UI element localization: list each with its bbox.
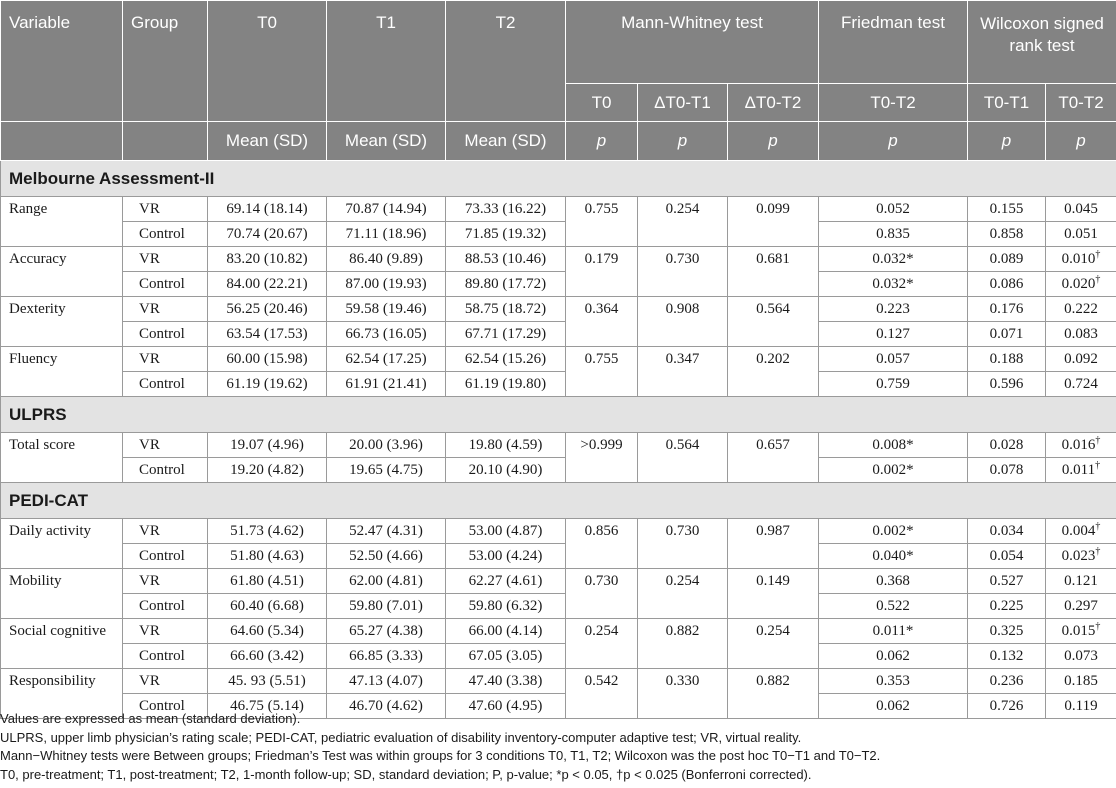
- wilcoxon-t0t1-cell: 0.325: [968, 619, 1046, 644]
- mw-t0-cell: 0.755: [566, 347, 638, 397]
- t0-cell: 19.20 (4.82): [208, 458, 327, 483]
- t2-cell: 67.71 (17.29): [446, 322, 566, 347]
- friedman-cell: [819, 619, 968, 644]
- variable-name: Responsibility: [1, 669, 123, 719]
- header-group: Group: [123, 1, 208, 122]
- mw-dt0t1-cell: 0.347: [638, 347, 728, 397]
- wilcoxon-t0t1-cell: 0.236: [968, 669, 1046, 694]
- wilcoxon-value: 0.222: [1064, 300, 1098, 317]
- friedman-cell: [819, 247, 968, 272]
- bonferroni-mark: †: [1095, 459, 1101, 471]
- table-row: [1, 644, 1116, 669]
- t0-cell: 51.80 (4.63): [208, 544, 327, 569]
- wilcoxon-t0t1-cell: 0.034: [968, 519, 1046, 544]
- subheader-wilcoxon-t0t2: T0-T2: [1046, 84, 1116, 122]
- table-row: [1, 347, 1116, 372]
- friedman-cell: [819, 222, 968, 247]
- table-row: [1, 519, 1116, 544]
- mw-t0-cell: 0.364: [566, 297, 638, 347]
- subheader-friedman-t0t2: T0-T2: [819, 84, 968, 122]
- wilcoxon-value: 0.020: [1061, 275, 1096, 292]
- t2-cell: 89.80 (17.72): [446, 272, 566, 297]
- t2-cell: 19.80 (4.59): [446, 433, 566, 458]
- t2-cell: 73.33 (16.22): [446, 197, 566, 222]
- friedman-value: 0.032: [872, 275, 907, 292]
- mw-dt0t2-cell: 0.254: [728, 619, 819, 669]
- group-cell: VR: [123, 347, 208, 372]
- header-p: p: [819, 122, 968, 161]
- wilcoxon-t0t1-cell: 0.188: [968, 347, 1046, 372]
- wilcoxon-t0t1-cell: 0.225: [968, 594, 1046, 619]
- significance-mark: *: [906, 275, 914, 292]
- header-blank: [123, 122, 208, 161]
- friedman-value: 0.062: [876, 647, 910, 664]
- footnote-values: Values are expressed as mean (standard deviation).: [0, 711, 301, 726]
- section-row: [1, 483, 1116, 519]
- wilcoxon-value: 0.016: [1061, 436, 1096, 453]
- friedman-cell: [819, 519, 968, 544]
- wilcoxon-t0t2-cell: [1046, 569, 1116, 594]
- wilcoxon-value: 0.092: [1064, 350, 1098, 367]
- table-row: [1, 247, 1116, 272]
- table-row: [1, 544, 1116, 569]
- table-row: [1, 197, 1116, 222]
- group-cell: Control: [123, 372, 208, 397]
- t1-cell: 59.80 (7.01): [327, 594, 446, 619]
- footnote-abbreviations: ULPRS, upper limb physician’s rating scale; PEDI-CAT, pediatric evaluation of disability inventory-computer adaptive test; VR, virtual reality.: [0, 729, 802, 745]
- wilcoxon-t0t1-cell: 0.071: [968, 322, 1046, 347]
- t2-cell: 62.27 (4.61): [446, 569, 566, 594]
- t0-cell: 69.14 (18.14): [208, 197, 327, 222]
- bonferroni-mark: †: [1095, 434, 1101, 446]
- t1-cell: 65.27 (4.38): [327, 619, 446, 644]
- table-row: [1, 372, 1116, 397]
- subheader-mw-dt0t2: ΔT0-T2: [728, 84, 819, 122]
- friedman-cell: [819, 197, 968, 222]
- mw-dt0t2-cell: 0.202: [728, 347, 819, 397]
- mw-dt0t2-cell: 0.657: [728, 433, 819, 483]
- friedman-cell: [819, 372, 968, 397]
- section-title: ULPRS: [1, 397, 1116, 433]
- section-row: [1, 397, 1116, 433]
- t0-cell: 61.19 (19.62): [208, 372, 327, 397]
- table-row: [1, 458, 1116, 483]
- t0-cell: 83.20 (10.82): [208, 247, 327, 272]
- header-p: p: [728, 122, 819, 161]
- wilcoxon-t0t2-cell: [1046, 222, 1116, 247]
- friedman-value: 0.223: [876, 300, 910, 317]
- t2-cell: 58.75 (18.72): [446, 297, 566, 322]
- t1-cell: 19.65 (4.75): [327, 458, 446, 483]
- wilcoxon-t0t2-cell: [1046, 519, 1116, 544]
- table-header: [1, 1, 1116, 161]
- group-cell: Control: [123, 458, 208, 483]
- variable-name: Dexterity: [1, 297, 123, 347]
- significance-mark: *: [905, 622, 914, 639]
- mw-dt0t2-cell: 0.149: [728, 569, 819, 619]
- table-row: [1, 669, 1116, 694]
- wilcoxon-t0t1-cell: 0.078: [968, 458, 1046, 483]
- table-row: [1, 322, 1116, 347]
- table-row: [1, 272, 1116, 297]
- wilcoxon-value: 0.004: [1061, 522, 1096, 539]
- t0-cell: 19.07 (4.96): [208, 433, 327, 458]
- friedman-cell: [819, 544, 968, 569]
- t2-cell: 71.85 (19.32): [446, 222, 566, 247]
- t0-cell: 70.74 (20.67): [208, 222, 327, 247]
- bonferroni-mark: †: [1095, 520, 1101, 532]
- wilcoxon-t0t2-cell: [1046, 694, 1116, 719]
- table-body: [1, 161, 1116, 719]
- significance-mark: *: [906, 547, 914, 564]
- t0-cell: 51.73 (4.62): [208, 519, 327, 544]
- table-row: [1, 619, 1116, 644]
- header-variable: Variable: [1, 1, 123, 122]
- group-cell: Control: [123, 594, 208, 619]
- wilcoxon-value: 0.297: [1064, 597, 1098, 614]
- mw-dt0t1-cell: 0.882: [638, 619, 728, 669]
- friedman-value: 0.062: [876, 697, 910, 714]
- friedman-cell: [819, 347, 968, 372]
- bonferroni-mark: †: [1095, 273, 1101, 285]
- t1-cell: 70.87 (14.94): [327, 197, 446, 222]
- mw-t0-cell: 0.254: [566, 619, 638, 669]
- t1-cell: 62.00 (4.81): [327, 569, 446, 594]
- wilcoxon-value: 0.073: [1064, 647, 1098, 664]
- footnote-timepoints: T0, pre-treatment; T1, post-treatment; T2, 1-month follow-up; SD, standard deviation; P, p-value; *p < 0.05, †p < 0.025 (Bonferroni corrected).: [0, 766, 812, 782]
- group-cell: VR: [123, 297, 208, 322]
- wilcoxon-t0t1-cell: 0.596: [968, 372, 1046, 397]
- friedman-value: 0.368: [876, 572, 910, 589]
- variable-name: Social cognitive: [1, 619, 123, 669]
- t1-cell: 47.13 (4.07): [327, 669, 446, 694]
- header-p: p: [1046, 122, 1116, 161]
- wilcoxon-value: 0.083: [1064, 325, 1098, 342]
- wilcoxon-value: 0.724: [1064, 375, 1098, 392]
- wilcoxon-t0t1-cell: 0.028: [968, 433, 1046, 458]
- group-cell: Control: [123, 644, 208, 669]
- t2-cell: 66.00 (4.14): [446, 619, 566, 644]
- table-footnotes: [0, 710, 880, 784]
- friedman-value: 0.835: [876, 225, 910, 242]
- header-mean-sd: Mean (SD): [446, 122, 566, 161]
- t0-cell: 61.80 (4.51): [208, 569, 327, 594]
- mw-dt0t2-cell: 0.099: [728, 197, 819, 247]
- subheader-mw-dt0t1: ΔT0-T1: [638, 84, 728, 122]
- bonferroni-mark: †: [1095, 620, 1101, 632]
- t0-cell: 64.60 (5.34): [208, 619, 327, 644]
- wilcoxon-value: 0.015: [1061, 622, 1096, 639]
- wilcoxon-t0t2-cell: [1046, 619, 1116, 644]
- wilcoxon-t0t1-cell: 0.858: [968, 222, 1046, 247]
- t1-cell: 66.73 (16.05): [327, 322, 446, 347]
- wilcoxon-t0t2-cell: [1046, 594, 1116, 619]
- friedman-cell: [819, 272, 968, 297]
- wilcoxon-value: 0.011: [1061, 461, 1096, 478]
- subheader-wilcoxon-t0t1: T0-T1: [968, 84, 1046, 122]
- wilcoxon-t0t2-cell: [1046, 322, 1116, 347]
- mw-dt0t1-cell: 0.254: [638, 569, 728, 619]
- t2-cell: 20.10 (4.90): [446, 458, 566, 483]
- table-row: [1, 569, 1116, 594]
- wilcoxon-t0t2-cell: [1046, 297, 1116, 322]
- wilcoxon-t0t1-cell: 0.132: [968, 644, 1046, 669]
- variable-name: Accuracy: [1, 247, 123, 297]
- group-cell: Control: [123, 322, 208, 347]
- t2-cell: 59.80 (6.32): [446, 594, 566, 619]
- section-row: [1, 161, 1116, 197]
- wilcoxon-t0t2-cell: [1046, 433, 1116, 458]
- t1-cell: 62.54 (17.25): [327, 347, 446, 372]
- variable-name: Mobility: [1, 569, 123, 619]
- t0-cell: 46.75 (5.14): [208, 694, 327, 719]
- header-t0: T0: [208, 1, 327, 122]
- header-p: p: [566, 122, 638, 161]
- wilcoxon-value: 0.185: [1064, 672, 1098, 689]
- friedman-value: 0.040: [872, 547, 907, 564]
- wilcoxon-value: 0.045: [1064, 200, 1098, 217]
- friedman-value: 0.057: [876, 350, 910, 367]
- t1-cell: 46.70 (4.62): [327, 694, 446, 719]
- t1-cell: 20.00 (3.96): [327, 433, 446, 458]
- t1-cell: 87.00 (19.93): [327, 272, 446, 297]
- header-friedman: Friedman test: [819, 1, 968, 84]
- t0-cell: 84.00 (22.21): [208, 272, 327, 297]
- footnote-tests: Mann−Whitney tests were Between groups; Friedman’s Test was within groups for 3 conditions T0, T1, T2; Wilcoxon was the post hoc T0−T1 and T0−T2.: [0, 748, 881, 763]
- mw-t0-cell: 0.730: [566, 569, 638, 619]
- friedman-value: 0.127: [876, 325, 910, 342]
- t2-cell: 62.54 (15.26): [446, 347, 566, 372]
- friedman-value: 0.052: [876, 200, 910, 217]
- table-row: [1, 594, 1116, 619]
- wilcoxon-t0t2-cell: [1046, 272, 1116, 297]
- header-mann-whitney: Mann-Whitney test: [566, 1, 819, 84]
- mw-dt0t1-cell: 0.330: [638, 669, 728, 719]
- wilcoxon-t0t2-cell: [1046, 669, 1116, 694]
- group-cell: Control: [123, 694, 208, 719]
- mw-t0-cell: 0.755: [566, 197, 638, 247]
- subheader-mw-t0: T0: [566, 84, 638, 122]
- header-mean-sd: Mean (SD): [327, 122, 446, 161]
- t2-cell: 53.00 (4.87): [446, 519, 566, 544]
- friedman-cell: [819, 569, 968, 594]
- t0-cell: 60.40 (6.68): [208, 594, 327, 619]
- wilcoxon-t0t1-cell: 0.089: [968, 247, 1046, 272]
- mw-t0-cell: 0.542: [566, 669, 638, 719]
- t1-cell: 59.58 (19.46): [327, 297, 446, 322]
- table-row: [1, 433, 1116, 458]
- t1-cell: 61.91 (21.41): [327, 372, 446, 397]
- t0-cell: 63.54 (17.53): [208, 322, 327, 347]
- wilcoxon-t0t1-cell: 0.086: [968, 272, 1046, 297]
- wilcoxon-t0t2-cell: [1046, 458, 1116, 483]
- friedman-cell: [819, 594, 968, 619]
- t0-cell: 60.00 (15.98): [208, 347, 327, 372]
- mw-dt0t1-cell: 0.730: [638, 519, 728, 569]
- friedman-value: 0.002: [872, 461, 907, 478]
- friedman-value: 0.008: [872, 436, 907, 453]
- wilcoxon-value: 0.023: [1061, 547, 1096, 564]
- group-cell: Control: [123, 222, 208, 247]
- friedman-value: 0.759: [876, 375, 910, 392]
- wilcoxon-t0t2-cell: [1046, 372, 1116, 397]
- friedman-cell: [819, 297, 968, 322]
- significance-mark: *: [906, 461, 914, 478]
- friedman-value: 0.353: [876, 672, 910, 689]
- wilcoxon-t0t2-cell: [1046, 197, 1116, 222]
- group-cell: VR: [123, 247, 208, 272]
- group-cell: VR: [123, 669, 208, 694]
- wilcoxon-t0t1-cell: 0.176: [968, 297, 1046, 322]
- bonferroni-mark: †: [1095, 545, 1101, 557]
- wilcoxon-value: 0.119: [1064, 697, 1098, 714]
- significance-mark: *: [906, 436, 914, 453]
- t1-cell: 71.11 (18.96): [327, 222, 446, 247]
- t1-cell: 52.50 (4.66): [327, 544, 446, 569]
- group-cell: VR: [123, 197, 208, 222]
- section-title: Melbourne Assessment-II: [1, 161, 1116, 197]
- variable-name: Range: [1, 197, 123, 247]
- significance-mark: *: [906, 250, 914, 267]
- t2-cell: 61.19 (19.80): [446, 372, 566, 397]
- t2-cell: 53.00 (4.24): [446, 544, 566, 569]
- friedman-value: 0.032: [872, 250, 907, 267]
- mw-dt0t1-cell: 0.730: [638, 247, 728, 297]
- t0-cell: 56.25 (20.46): [208, 297, 327, 322]
- variable-name: Daily activity: [1, 519, 123, 569]
- t0-cell: 66.60 (3.42): [208, 644, 327, 669]
- group-cell: VR: [123, 619, 208, 644]
- mw-dt0t1-cell: 0.254: [638, 197, 728, 247]
- t2-cell: 47.60 (4.95): [446, 694, 566, 719]
- friedman-cell: [819, 644, 968, 669]
- group-cell: Control: [123, 544, 208, 569]
- group-cell: Control: [123, 272, 208, 297]
- group-cell: VR: [123, 569, 208, 594]
- t2-cell: 88.53 (10.46): [446, 247, 566, 272]
- section-title: PEDI-CAT: [1, 483, 1116, 519]
- wilcoxon-value: 0.051: [1064, 225, 1098, 242]
- group-cell: VR: [123, 433, 208, 458]
- wilcoxon-t0t2-cell: [1046, 544, 1116, 569]
- mw-dt0t1-cell: 0.564: [638, 433, 728, 483]
- t1-cell: 66.85 (3.33): [327, 644, 446, 669]
- friedman-cell: [819, 669, 968, 694]
- wilcoxon-t0t1-cell: 0.155: [968, 197, 1046, 222]
- header-blank: [1, 122, 123, 161]
- friedman-value: 0.522: [876, 597, 910, 614]
- mw-dt0t2-cell: 0.987: [728, 519, 819, 569]
- bonferroni-mark: †: [1095, 248, 1101, 260]
- wilcoxon-value: 0.010: [1061, 250, 1096, 267]
- header-t1: T1: [327, 1, 446, 122]
- friedman-value: 0.002: [872, 522, 907, 539]
- friedman-value: 0.011: [872, 622, 906, 639]
- friedman-cell: [819, 433, 968, 458]
- table-row: [1, 297, 1116, 322]
- t2-cell: 67.05 (3.05): [446, 644, 566, 669]
- mw-t0-cell: >0.999: [566, 433, 638, 483]
- mw-dt0t2-cell: 0.882: [728, 669, 819, 719]
- mw-t0-cell: 0.179: [566, 247, 638, 297]
- significance-mark: *: [906, 522, 914, 539]
- header-mean-sd: Mean (SD): [208, 122, 327, 161]
- mw-dt0t2-cell: 0.681: [728, 247, 819, 297]
- variable-name: Total score: [1, 433, 123, 483]
- wilcoxon-t0t1-cell: 0.726: [968, 694, 1046, 719]
- table-row: [1, 222, 1116, 247]
- wilcoxon-t0t1-cell: 0.054: [968, 544, 1046, 569]
- t0-cell: 45. 93 (5.51): [208, 669, 327, 694]
- wilcoxon-t0t2-cell: [1046, 247, 1116, 272]
- wilcoxon-value: 0.121: [1064, 572, 1098, 589]
- group-cell: VR: [123, 519, 208, 544]
- mw-dt0t2-cell: 0.564: [728, 297, 819, 347]
- header-wilcoxon: Wilcoxon signed rank test: [968, 1, 1116, 84]
- friedman-cell: [819, 458, 968, 483]
- t2-cell: 47.40 (3.38): [446, 669, 566, 694]
- t1-cell: 52.47 (4.31): [327, 519, 446, 544]
- mw-t0-cell: 0.856: [566, 519, 638, 569]
- friedman-cell: [819, 322, 968, 347]
- header-t2: T2: [446, 1, 566, 122]
- wilcoxon-t0t2-cell: [1046, 347, 1116, 372]
- variable-name: Fluency: [1, 347, 123, 397]
- t1-cell: 86.40 (9.89): [327, 247, 446, 272]
- wilcoxon-t0t1-cell: 0.527: [968, 569, 1046, 594]
- mw-dt0t1-cell: 0.908: [638, 297, 728, 347]
- header-p: p: [638, 122, 728, 161]
- wilcoxon-t0t2-cell: [1046, 644, 1116, 669]
- header-p: p: [968, 122, 1046, 161]
